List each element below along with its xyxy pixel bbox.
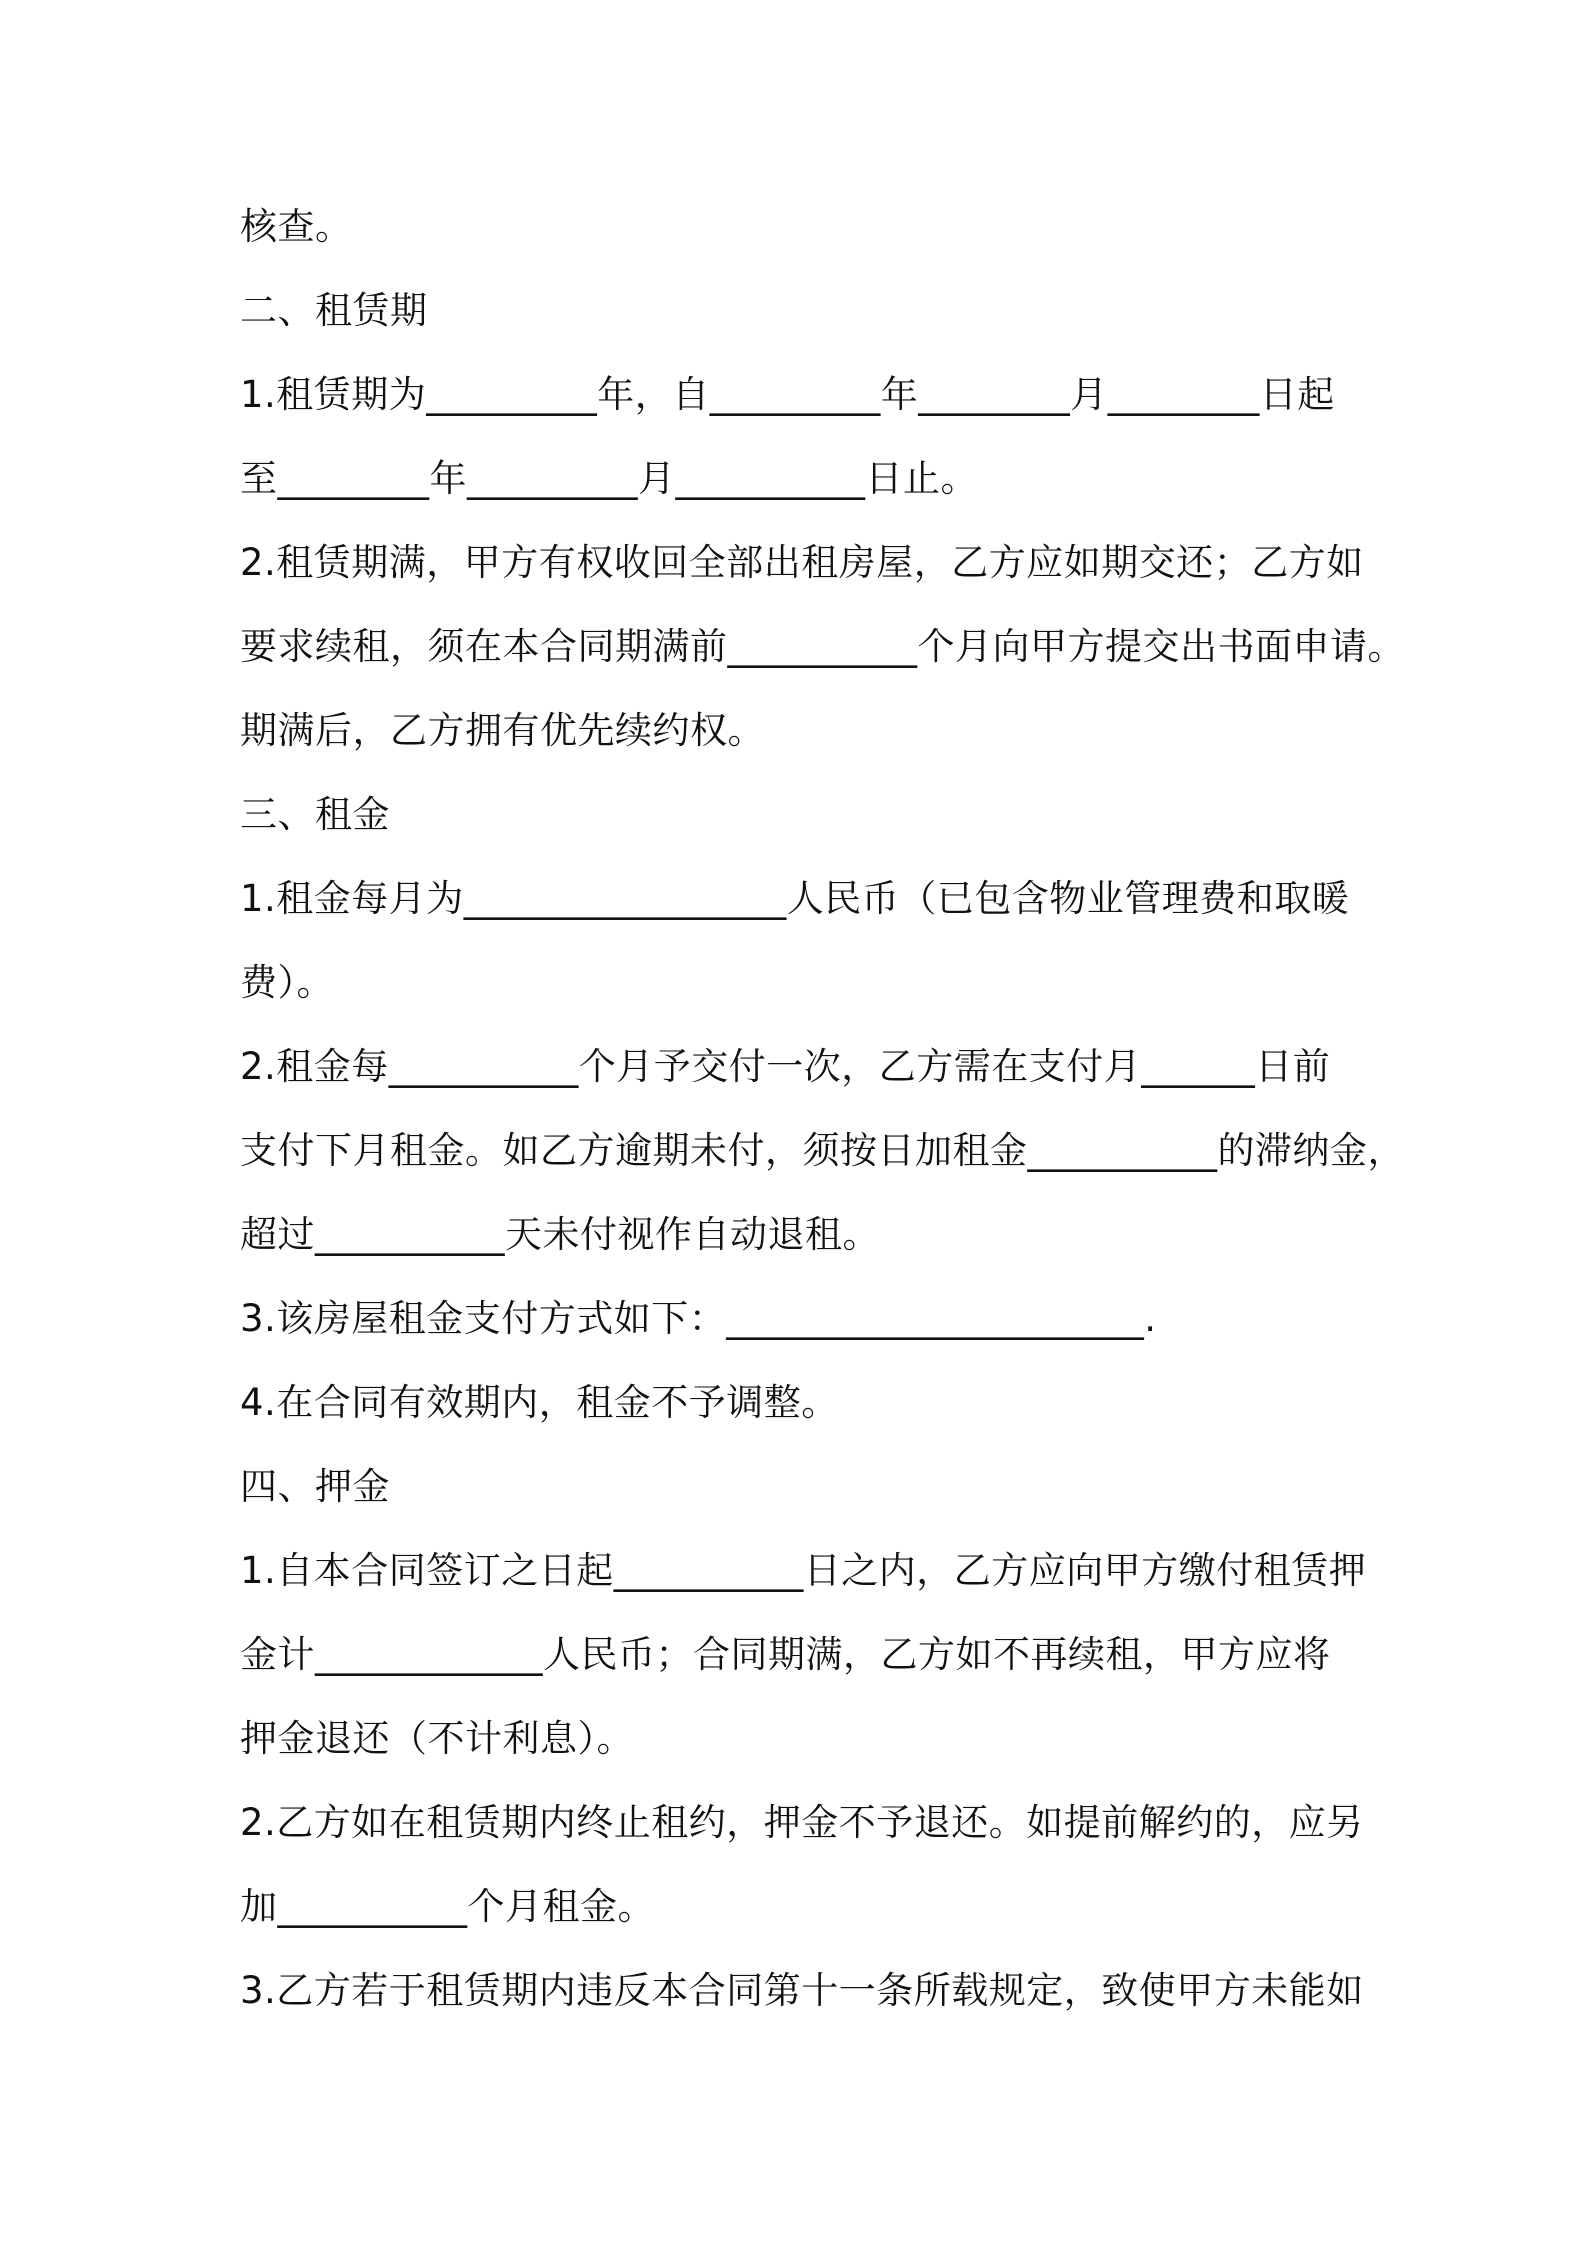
text-line: 2.乙方如在租赁期内终止租约，押金不予退还。如提前解约的，应另 <box>240 1801 1364 1844</box>
text-line: 2.租赁期满，甲方有权收回全部出租房屋，乙方应如期交还；乙方如 <box>240 541 1364 584</box>
text-line: 要求续租，须在本合同期满前__________个月向甲方提交出书面申请。 <box>240 625 1405 668</box>
section-heading: 四、押金 <box>240 1465 390 1508</box>
text-line: 1.自本合同签订之日起__________日之内，乙方应向甲方缴付租赁押 <box>240 1549 1367 1592</box>
text-line: 至________年_________月__________日止。 <box>240 457 978 500</box>
text-line: 1.租金每月为_________________人民币（已包含物业管理费和取暖 <box>240 877 1350 920</box>
section-heading: 二、租赁期 <box>240 289 428 332</box>
text-line: 1.租赁期为_________年，自_________年________月________日起 <box>240 373 1335 416</box>
text-line: 加__________个月租金。 <box>240 1885 655 1928</box>
text-line: 金计____________人民币；合同期满，乙方如不再续租，甲方应将 <box>240 1633 1331 1676</box>
text-line: 核查。 <box>240 205 353 248</box>
text-line: 期满后，乙方拥有优先续约权。 <box>240 709 765 752</box>
text-line: 押金退还（不计利息）。 <box>240 1717 634 1760</box>
text-line: 3.乙方若于租赁期内违反本合同第十一条所载规定，致使甲方未能如 <box>240 1969 1364 2012</box>
text-line: 2.租金每__________个月予交付一次，乙方需在支付月______日前 <box>240 1045 1331 1088</box>
section-heading: 三、租金 <box>240 793 390 836</box>
text-line: 支付下月租金。如乙方逾期未付，须按日加租金__________的滞纳金， <box>240 1129 1405 1172</box>
text-line: 超过__________天未付视作自动退租。 <box>240 1213 880 1256</box>
text-line: 3.该房屋租金支付方式如下：______________________. <box>240 1297 1157 1340</box>
text-line: 费）。 <box>240 961 334 1004</box>
text-line: 4.在合同有效期内，租金不予调整。 <box>240 1381 839 1424</box>
